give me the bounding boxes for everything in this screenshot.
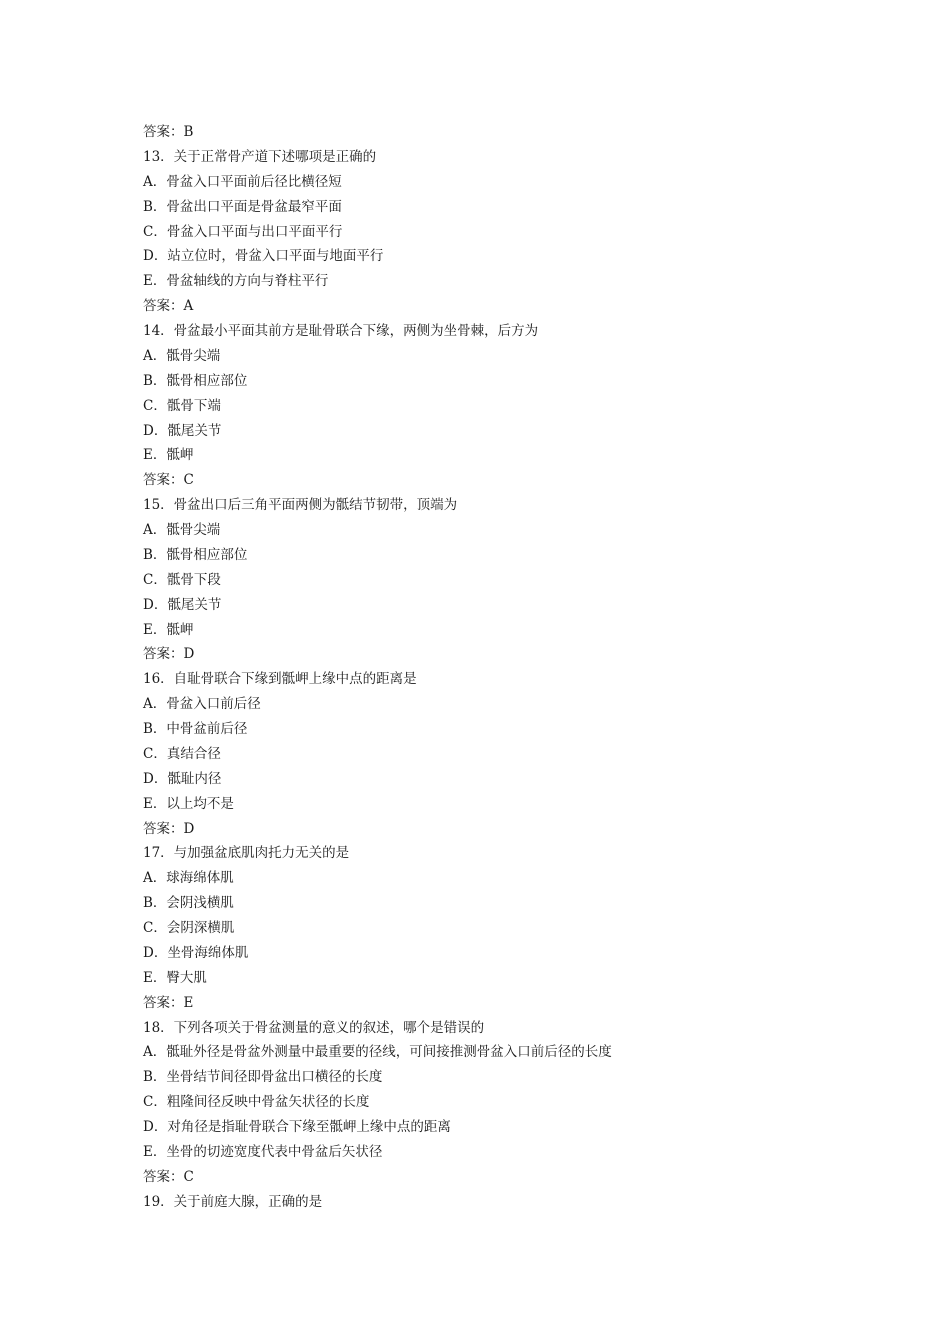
question-18: 18．下列各项关于骨盆测量的意义的叙述，哪个是错误的: [143, 1019, 485, 1036]
option-line: B．坐骨结节间径即骨盆出口横径的长度: [143, 1069, 383, 1086]
option-line: E．骨盆轴线的方向与脊柱平行: [143, 273, 329, 290]
option-line: E．以上均不是: [143, 795, 234, 812]
option-line: E．骶岬: [143, 621, 194, 638]
option-line: A．球海绵体肌: [143, 870, 234, 887]
option-line: E．臀大肌: [143, 969, 207, 986]
question-16: 16．自耻骨联合下缘到骶岬上缘中点的距离是: [143, 671, 417, 688]
question-13: 13．关于正常骨产道下述哪项是正确的: [143, 148, 377, 165]
option-line: B．骶骨相应部位: [143, 546, 248, 563]
answer-line: 答案：B: [143, 124, 194, 140]
answer-line: 答案：C: [143, 472, 194, 489]
option-line: A．骶骨尖端: [143, 347, 221, 364]
option-line: D．站立位时，骨盆入口平面与地面平行: [143, 248, 384, 265]
option-line: D．坐骨海绵体肌: [143, 944, 249, 961]
answer-line: 答案：D: [143, 646, 195, 663]
option-line: D．骶尾关节: [143, 596, 222, 613]
option-line: C．会阴深横肌: [143, 920, 235, 936]
option-line: D．对角径是指耻骨联合下缘至骶岬上缘中点的距离: [143, 1119, 451, 1135]
option-line: C．粗隆间径反映中骨盆矢状径的长度: [143, 1094, 370, 1111]
option-line: C．骶骨下段: [143, 571, 221, 588]
option-line: D．骶尾关节: [143, 422, 222, 439]
option-line: C．骨盆入口平面与出口平面平行: [143, 223, 343, 240]
answer-line: 答案：C: [143, 1168, 194, 1185]
option-line: E．坐骨的切迹宽度代表中骨盆后矢状径: [143, 1143, 383, 1160]
option-line: B．会阴浅横肌: [143, 895, 234, 912]
question-14: 14．骨盆最小平面其前方是耻骨联合下缘，两侧为坐骨棘，后方为: [143, 323, 539, 339]
option-line: C．真结合径: [143, 745, 221, 762]
option-line: D．骶耻内径: [143, 770, 222, 787]
document-body: [143, 120, 903, 1215]
answer-line: 答案：D: [143, 820, 195, 837]
option-line: A．骶耻外径是骨盆外测量中最重要的径线，可间接推测骨盆入口前后径的长度: [143, 1044, 612, 1061]
option-line: A．骨盆入口平面前后径比横径短: [143, 173, 342, 190]
question-17: 17．与加强盆底肌肉托力无关的是: [143, 845, 350, 862]
option-line: A．骨盆入口前后径: [143, 696, 261, 713]
question-19: 19．关于前庭大腺，正确的是: [143, 1193, 323, 1210]
answer-line: 答案：A: [143, 298, 194, 315]
option-line: A．骶骨尖端: [143, 522, 221, 538]
option-line: B．骶骨相应部位: [143, 372, 248, 389]
option-line: B．骨盆出口平面是骨盆最窄平面: [143, 198, 342, 215]
option-line: B．中骨盆前后径: [143, 721, 248, 737]
option-line: E．骶岬: [143, 447, 194, 464]
answer-line: 答案：E: [143, 994, 194, 1011]
option-line: C．骶骨下端: [143, 397, 221, 414]
question-15: 15．骨盆出口后三角平面两侧为骶结节韧带，顶端为: [143, 497, 458, 514]
